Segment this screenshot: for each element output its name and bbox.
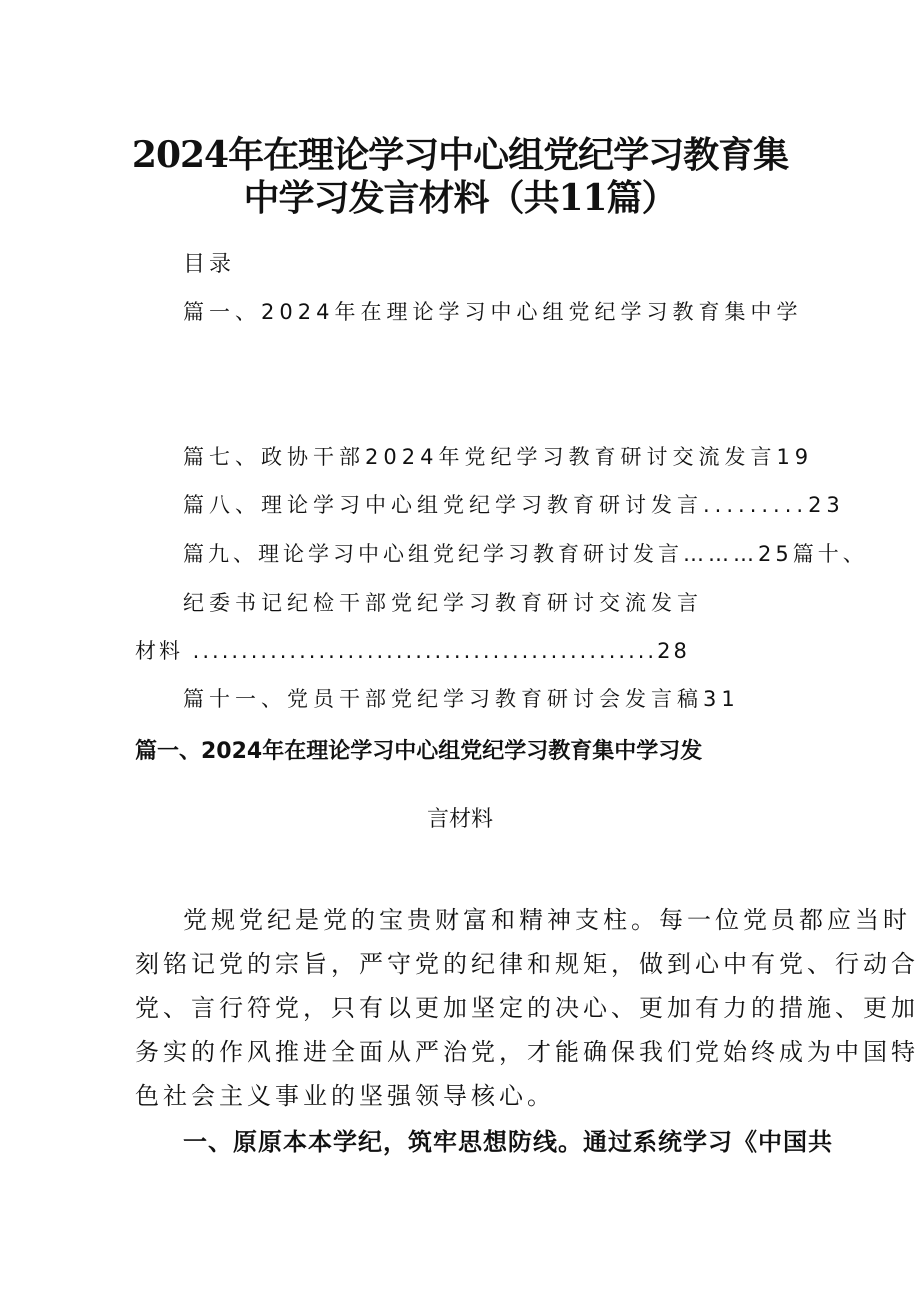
- document-title-line-2: 中学习发言材料（共11篇）: [243, 177, 677, 219]
- section-heading-line-2: 言材料: [426, 807, 493, 832]
- toc-entry-continued[interactable]: 材料 ................................................28: [135, 639, 690, 663]
- point-one-heading: 一、原原本本学纪，筑牢思想防线。通过系统学习《中国共: [183, 1128, 833, 1156]
- toc-label: 目录: [183, 252, 236, 277]
- paragraph-line: 党规党纪是党的宝贵财富和精神支柱。每一位党员都应当时: [183, 906, 911, 934]
- section-heading-line-1: 篇一、2024年在理论学习中心组党纪学习教育集中学习发: [135, 739, 703, 764]
- document-title-line-1: 2024年在理论学习中心组党纪学习教育集: [131, 134, 789, 176]
- paragraph-line: 色社会主义事业的坚强领导核心。: [135, 1082, 555, 1110]
- toc-entry[interactable]: 篇十一、党员干部党纪学习教育研讨会发言稿31: [183, 687, 740, 711]
- paragraph-line: 刻铭记党的宗旨，严守党的纪律和规矩，做到心中有党、行动合: [135, 950, 919, 978]
- toc-entry[interactable]: 篇七、政协干部2024年党纪学习教育研讨交流发言19: [183, 445, 814, 469]
- toc-entry[interactable]: 篇九、理论学习中心组党纪学习教育研讨发言………25篇十、: [183, 542, 868, 566]
- toc-entry[interactable]: 篇八、理论学习中心组党纪学习教育研讨发言.........23: [183, 493, 845, 517]
- paragraph-line: 务实的作风推进全面从严治党，才能确保我们党始终成为中国特: [135, 1038, 919, 1066]
- toc-entry[interactable]: 篇一、2024年在理论学习中心组党纪学习教育集中学: [183, 300, 803, 324]
- toc-entry-continued[interactable]: 纪委书记纪检干部党纪学习教育研讨交流发言: [183, 591, 703, 615]
- paragraph-line: 党、言行符党，只有以更加坚定的决心、更加有力的措施、更加: [135, 994, 919, 1022]
